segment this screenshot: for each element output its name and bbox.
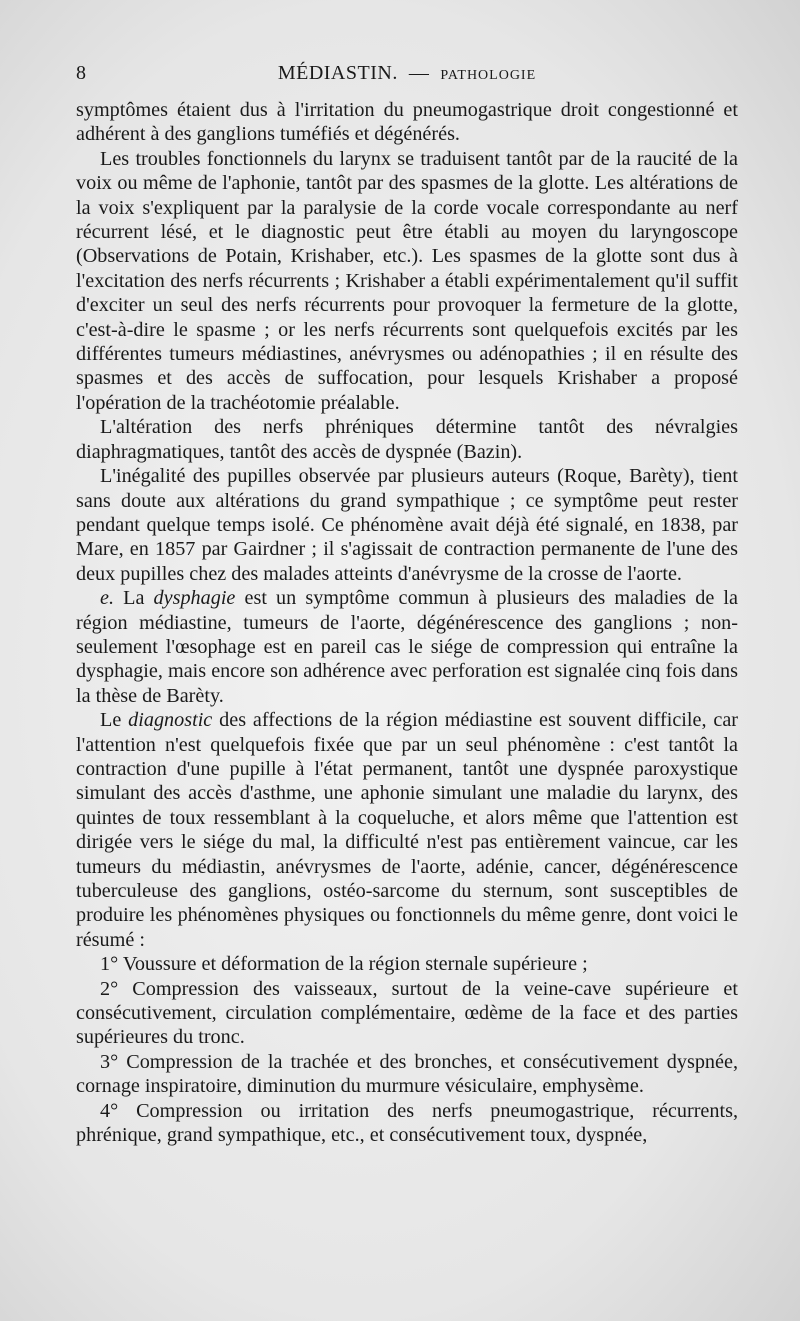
lead-word: Le — [100, 709, 122, 732]
title-separator: — — [408, 62, 430, 84]
paragraph: L'inégalité des pupilles observée par plusieurs auteurs (Roque, Barèty), tient sans doute aux altérations du grand sympathique ; ce symptôme peut rester pendant quelque temps isolé. Ce phénomène avait déjà été signalé, en 1838, par Mare, en 1857 par Gairdner ; il s'agissait de contraction permanente de l'une des deux pupilles chez des malades atteints d'anévrysme de la crosse de l'aorte. — [76, 465, 738, 585]
paragraph-text: est un symptôme commun à plusieurs des maladies de la région médiastine, tumeurs de l'aorte, dégénérescence des ganglions ; non-seulement l'œsophage est en pareil cas le siége de compression qui entraîne la dysphagie, mais encore son adhérence avec perforation est signalée cinq fois dans la thèse de Barèty. — [76, 587, 738, 707]
paragraph — [76, 586, 738, 708]
item-letter: e. — [100, 587, 115, 610]
paragraph: L'altération des nerfs phréniques détermine tantôt des névralgies diaphragmatiques, tantôt des accès de dyspnée (Bazin). — [76, 416, 738, 463]
chapter-title: MÉDIASTIN. — [277, 62, 398, 84]
lead-word: La — [123, 587, 145, 610]
running-header — [76, 62, 738, 92]
list-item: 1° Voussure et déformation de la région sternale supérieure ; — [100, 953, 588, 976]
list-item: 4° Compression ou irritation des nerfs pneumogastrique, récurrents, phrénique, grand sympathique, etc., et consécutivement toux, dyspnée, — [76, 1099, 738, 1147]
paragraph: symptômes étaient dus à l'irritation du pneumogastrique droit congestionné et adhérent à des ganglions tuméfiés et dégénérés. — [76, 99, 738, 146]
paragraph-text: des affections de la région médiastine est souvent difficile, car l'attention n'est quelquefois fixée que par un seul phénomène : c'est tantôt la contraction d'une pupille à l'état permanent, tantôt une dyspnée paroxystique simulant des accès d'asthme, une aphonie simulant une maladie du larynx, des quintes de toux ressemblant à la coqueluche, et alors même que l'attention est dirigée vers le siége du mal, la difficulté n'est pas entièrement vaincue, car les tumeurs du médiastin, anévrysmes de l'aorte, adénie, cancer, dégénérescence tuberculeuse des ganglions, ostéo-sarcome du sternum, sont susceptibles de produire les phénomènes physiques ou fonctionnels du même genre, dont voici le résumé : — [76, 709, 739, 951]
paragraph — [76, 708, 738, 952]
running-title — [136, 62, 738, 85]
list-item: 2° Compression des vaisseaux, surtout de la veine-cave supérieure et consécutivement, circulation complémentaire, œdème de la face et des parties supérieures du tronc. — [76, 977, 738, 1049]
section-title: PATHOLOGIE — [440, 68, 537, 83]
emphasized-term: dysphagie — [153, 587, 236, 610]
emphasized-term: diagnostic — [128, 709, 213, 732]
list-item: 3° Compression de la trachée et des bronches, et consécutivement dyspnée, cornage inspiratoire, diminution du murmure vésiculaire, emphysème. — [76, 1050, 738, 1098]
body-text — [76, 98, 738, 1147]
paragraph: Les troubles fonctionnels du larynx se traduisent tantôt par de la raucité de la voix ou même de l'aphonie, tantôt par des spasmes de la glotte. Les altérations de la voix s'expliquent par la paralysie de la corde vocale correspondante au nerf récurrent lésé, et le diagnostic peut être établi au moyen du laryngoscope (Observations de Potain, Krishaber, etc.). Les spasmes de la glotte sont dus à l'excitation des nerfs récurrents ; Krishaber a établi expérimentalement qu'il suffit d'exciter un seul des nerfs récurrents pour provoquer la fermeture de la glotte, c'est-à-dire le spasme ; or les nerfs récurrents sont quelquefois excités par les différentes tumeurs médiastines, anévrysmes ou adénopathies ; il en résulte des spasmes et des accès de suffocation, pour lesquels Krishaber a proposé l'opération de la trachéotomie préalable. — [76, 147, 738, 414]
page-number: 8 — [76, 62, 87, 84]
